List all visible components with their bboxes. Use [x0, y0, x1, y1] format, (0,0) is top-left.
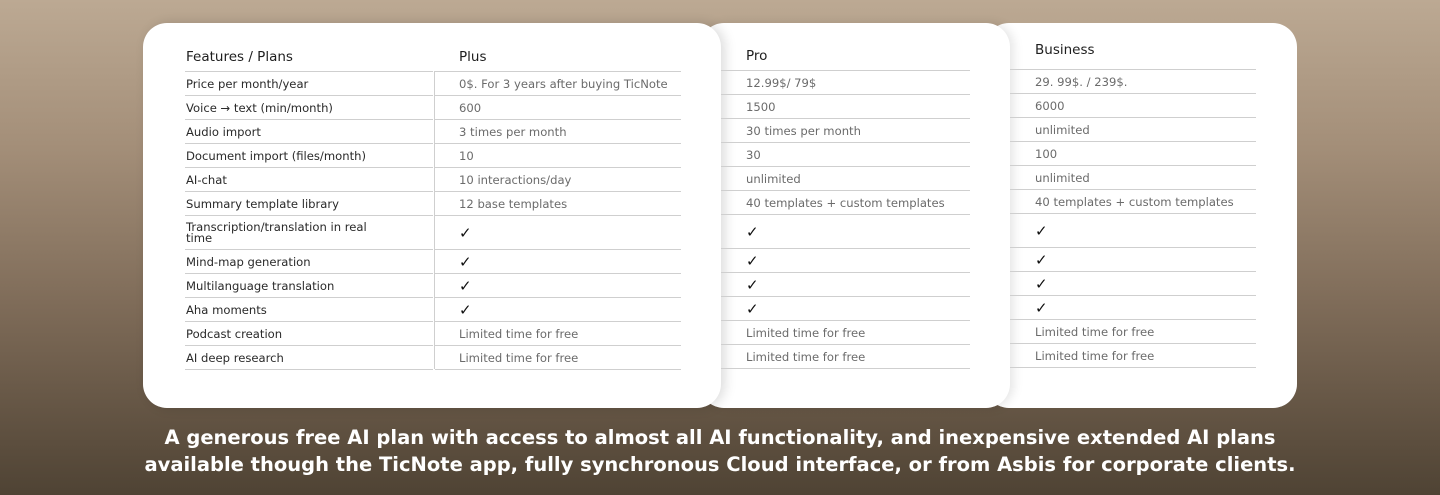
check-icon: ✓	[746, 300, 759, 318]
check-icon: ✓	[746, 252, 759, 270]
check-icon: ✓	[459, 277, 472, 295]
row-divider	[1010, 93, 1256, 94]
row-divider	[435, 167, 681, 168]
plan-value-pro: unlimited	[746, 172, 801, 186]
row-divider	[185, 95, 433, 96]
check-icon: ✓	[1035, 222, 1048, 240]
check-icon: ✓	[1035, 275, 1048, 293]
row-divider	[435, 249, 681, 250]
row-divider	[1010, 271, 1256, 272]
row-divider	[1010, 367, 1256, 368]
feature-label: Price per month/year	[186, 76, 309, 91]
row-divider	[435, 273, 681, 274]
row-divider	[435, 345, 681, 346]
plan-value-plus: 12 base templates	[459, 197, 568, 211]
check-icon: ✓	[459, 253, 472, 271]
row-divider	[721, 368, 970, 369]
row-divider	[185, 345, 433, 346]
row-divider	[721, 166, 970, 167]
row-divider	[435, 215, 681, 216]
row-divider	[185, 249, 433, 250]
plan-value-pro: Limited time for free	[746, 326, 866, 340]
row-divider	[1010, 117, 1256, 118]
row-divider	[185, 297, 433, 298]
plan-value-pro: 30 times per month	[746, 124, 861, 138]
plan-value-plus: 10	[459, 149, 474, 163]
plan-header-pro: Pro	[746, 48, 768, 64]
feature-label: Multilanguage translation	[186, 278, 335, 293]
plan-value-pro: 30	[746, 148, 761, 162]
feature-label: AI deep research	[186, 350, 284, 365]
row-divider	[721, 118, 970, 119]
plan-value-pro: Limited time for free	[746, 350, 866, 364]
row-divider	[1010, 295, 1256, 296]
check-icon: ✓	[1035, 299, 1048, 317]
row-divider	[185, 321, 433, 322]
row-divider	[435, 369, 681, 370]
row-divider	[1010, 247, 1256, 248]
row-divider	[721, 214, 970, 215]
column-divider	[434, 71, 435, 369]
row-divider	[721, 272, 970, 273]
row-divider	[185, 369, 433, 370]
row-divider	[185, 167, 433, 168]
row-divider	[721, 190, 970, 191]
plan-value-business: 40 templates + custom templates	[1035, 195, 1234, 209]
feature-label: AI-chat	[186, 172, 227, 187]
row-divider	[435, 95, 681, 96]
feature-label: Aha moments	[186, 302, 267, 317]
plan-value-business: 6000	[1035, 99, 1065, 113]
plan-value-business: Limited time for free	[1035, 325, 1155, 339]
row-divider	[721, 70, 970, 71]
caption-line-2: available though the TicNote app, fully synchronous Cloud interface, or from Asbis for corporate clients.	[144, 453, 1296, 476]
row-divider	[721, 320, 970, 321]
feature-label: Audio import	[186, 124, 261, 139]
plan-value-plus: 3 times per month	[459, 125, 567, 139]
row-divider	[1010, 213, 1256, 214]
row-divider	[435, 321, 681, 322]
row-divider	[1010, 141, 1256, 142]
row-divider	[721, 248, 970, 249]
feature-label: Document import (files/month)	[186, 148, 366, 163]
plan-header-business: Business	[1035, 42, 1095, 58]
features-plans-header: Features / Plans	[186, 49, 293, 65]
row-divider	[435, 71, 681, 72]
plan-value-plus: Limited time for free	[459, 327, 579, 341]
plan-value-plus: 0$. For 3 years after buying TicNote	[459, 77, 668, 91]
row-divider	[185, 71, 433, 72]
feature-label: Mind-map generation	[186, 254, 311, 269]
feature-label: Voice → text (min/month)	[186, 100, 333, 115]
row-divider	[185, 273, 433, 274]
plan-value-plus: 600	[459, 101, 482, 115]
plan-value-pro: 40 templates + custom templates	[746, 196, 945, 210]
feature-label: Summary template library	[186, 196, 340, 211]
row-divider	[1010, 343, 1256, 344]
plan-value-business: 100	[1035, 147, 1058, 161]
caption-line-1: A generous free AI plan with access to almost all AI functionality, and inexpensive extended AI plans	[164, 426, 1276, 449]
row-divider	[721, 142, 970, 143]
row-divider	[435, 143, 681, 144]
row-divider	[721, 296, 970, 297]
check-icon: ✓	[746, 276, 759, 294]
row-divider	[185, 119, 433, 120]
plan-value-pro: 1500	[746, 100, 776, 114]
plan-value-business: Limited time for free	[1035, 349, 1155, 363]
row-divider	[185, 215, 433, 216]
plan-value-plus: Limited time for free	[459, 351, 579, 365]
row-divider	[1010, 69, 1256, 70]
row-divider	[1010, 319, 1256, 320]
plan-value-pro: 12.99$/ 79$	[746, 76, 817, 90]
row-divider	[435, 119, 681, 120]
check-icon: ✓	[459, 224, 472, 242]
row-divider	[1010, 189, 1256, 190]
check-icon: ✓	[746, 223, 759, 241]
plan-value-business: unlimited	[1035, 171, 1090, 185]
check-icon: ✓	[1035, 251, 1048, 269]
row-divider	[721, 344, 970, 345]
plan-header-plus: Plus	[459, 49, 487, 65]
row-divider	[435, 297, 681, 298]
row-divider	[185, 143, 433, 144]
feature-label: Transcription/translation in real time	[186, 220, 367, 245]
plan-value-business: 29. 99$. / 239$.	[1035, 75, 1128, 89]
plan-value-business: unlimited	[1035, 123, 1090, 137]
caption	[0, 424, 1440, 478]
feature-label: Podcast creation	[186, 326, 283, 341]
row-divider	[721, 94, 970, 95]
row-divider	[185, 191, 433, 192]
check-icon: ✓	[459, 301, 472, 319]
row-divider	[435, 191, 681, 192]
row-divider	[1010, 165, 1256, 166]
plan-value-plus: 10 interactions/day	[459, 173, 572, 187]
